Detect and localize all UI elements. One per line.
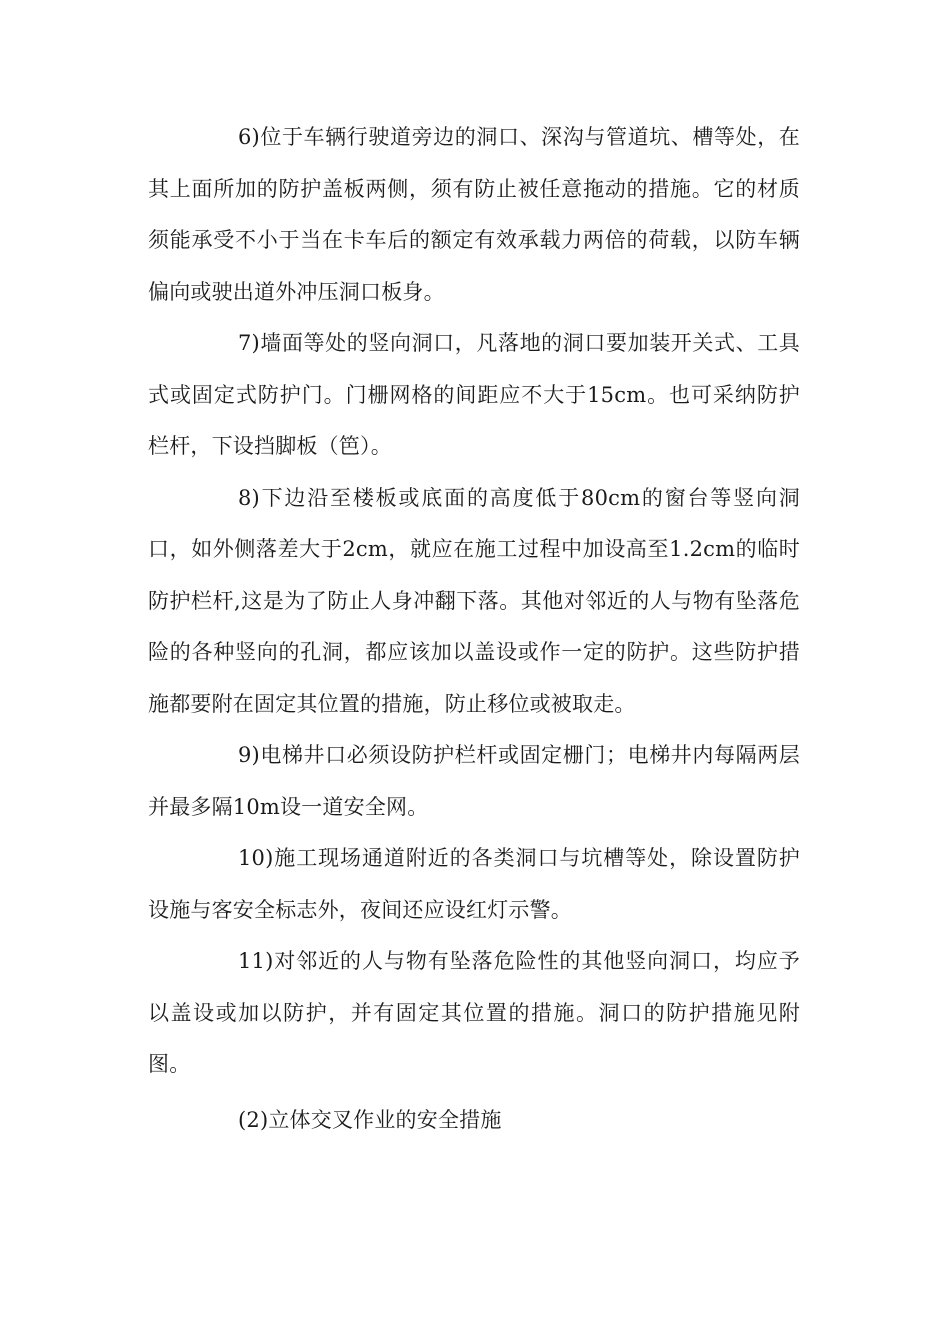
section-heading: (2)立体交叉作业的安全措施 <box>238 1107 502 1132</box>
paragraph-item-6: 6)位于车辆行驶道旁边的洞口、深沟与管道坑、槽等处，在其上面所加的防护盖板两侧，须有防止被任意拖动的措施。它的材质须能承受不小于当在卡车后的额定有效承载力两倍的荷载，以防车辆偏向或驶出道外冲压洞口板身。 <box>148 125 800 304</box>
document-body <box>148 112 800 1146</box>
paragraph-item-8: 8)下边沿至楼板或底面的高度低于80cm的窗台等竖向洞口，如外侧落差大于2cm，就应在施工过程中加设高至1.2cm的临时防护栏杆,这是为了防止人身冲翻下落。其他对邻近的人与物有坠落危险的各种竖向的孔洞，都应该加以盖设或作一定的防护。这些防护措施都要附在固定其位置的措施，防止移位或被取走。 <box>148 485 800 716</box>
paragraph-item-9: 9)电梯井口必须设防护栏杆或固定栅门；电梯井内每隔两层并最多隔10m设一道安全网。 <box>148 743 800 819</box>
paragraph-item-11: 11)对邻近的人与物有坠落危险性的其他竖向洞口，均应予以盖设或加以防护，并有固定其位置的措施。洞口的防护措施见附图。 <box>148 949 800 1076</box>
paragraph-item-10: 10)施工现场通道附近的各类洞口与坑槽等处，除设置防护设施与客安全标志外，夜间还应设红灯示警。 <box>148 846 800 922</box>
paragraph-item-7: 7)墙面等处的竖向洞口，凡落地的洞口要加装开关式、工具式或固定式防护门。门栅网格的间距应不大于15cm。也可采纳防护栏杆，下设挡脚板（笆）。 <box>148 331 800 458</box>
